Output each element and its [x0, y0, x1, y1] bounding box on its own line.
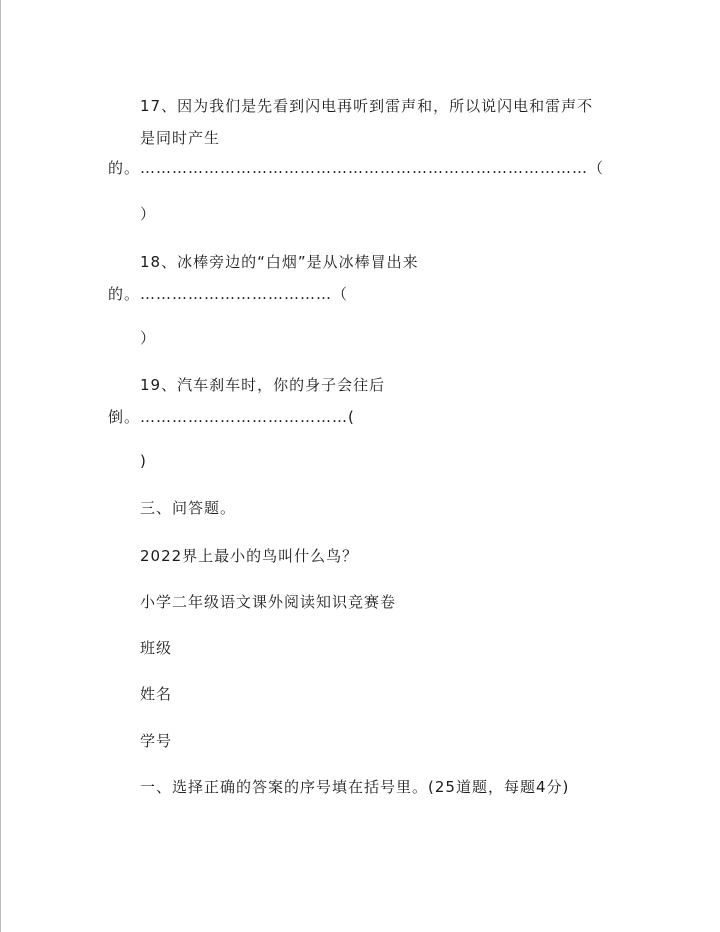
q19-text-line-1: 19、汽车刹车时，你的身子会往后 [140, 376, 386, 394]
name-field-label: 姓名 [140, 685, 173, 703]
class-field-label: 班级 [140, 639, 173, 657]
q18-text-line-1: 18、冰棒旁边的“白烟”是从冰棒冒出来 [140, 253, 419, 271]
page-border [0, 0, 1, 932]
bird-question: 2022界上最小的鸟叫什么鸟？ [140, 547, 359, 565]
q17-text-line-2: 是同时产生 [140, 129, 221, 147]
q19-dotted-leader: 倒。…………………………………( [108, 408, 355, 426]
student-id-field-label: 学号 [140, 732, 173, 750]
q17-dotted-leader: 的。…………………………………………………………………………（ [108, 159, 605, 177]
q18-closing-paren: ） [140, 329, 157, 347]
q17-text-line-1: 17、因为我们是先看到闪电再听到雷声和，所以说闪电和雷声不 [140, 97, 594, 115]
exam-title: 小学二年级语文课外阅读知识竞赛卷 [140, 593, 397, 611]
q19-closing-paren: ) [140, 452, 147, 470]
section-1-heading: 一、选择正确的答案的序号填在括号里。(25道题，每题4分) [140, 778, 570, 796]
q18-dotted-leader: 的。………………………………（ [108, 285, 349, 303]
section-3-heading: 三、问答题。 [140, 499, 237, 517]
q17-closing-paren: ） [140, 205, 157, 223]
